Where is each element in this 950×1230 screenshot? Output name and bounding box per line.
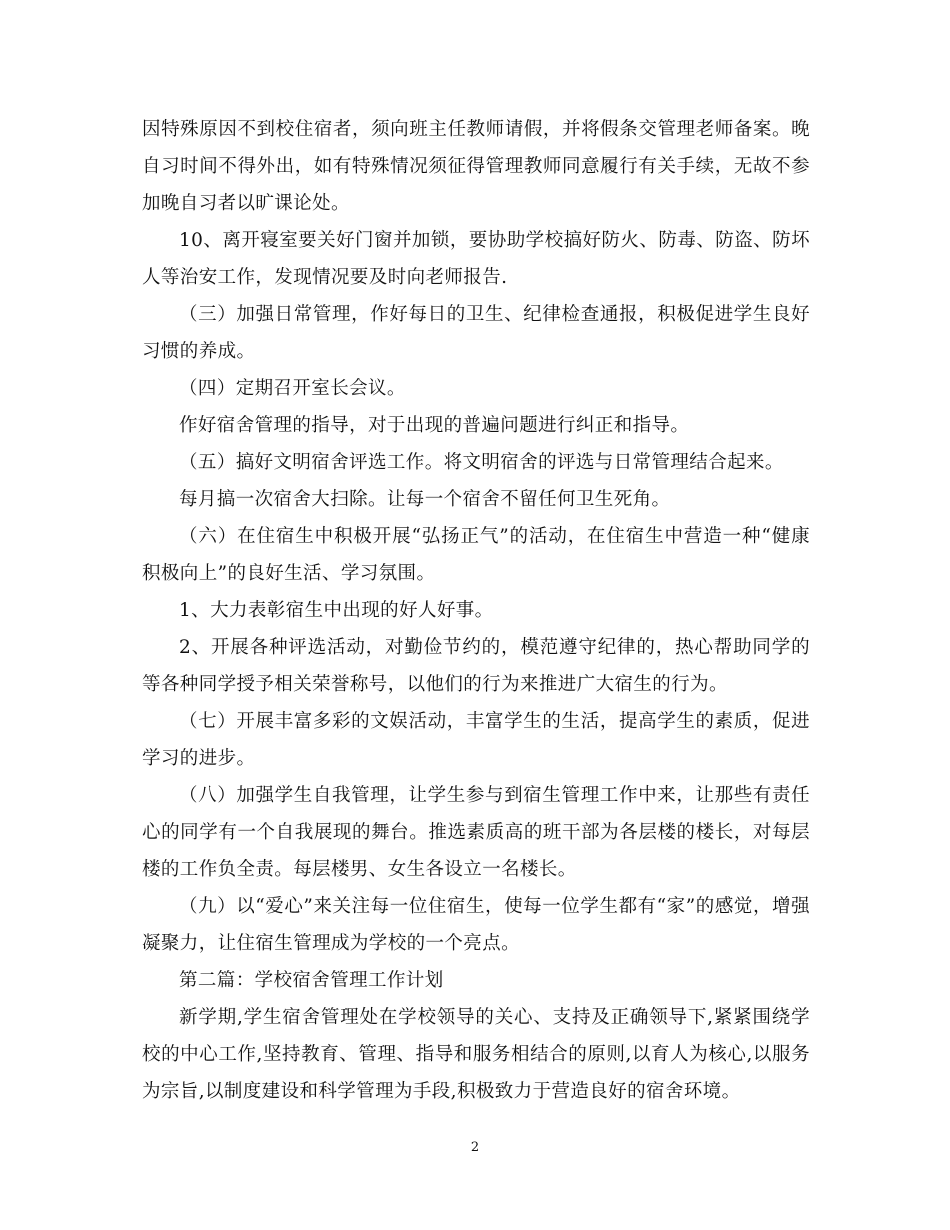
chapter-heading: 第二篇：学校宿舍管理工作计划: [179, 970, 444, 991]
document-body: [142, 111, 810, 1110]
paragraph-new-term-intro: 新学期,学生宿舍管理处在学校领导的关心、支持及正确领导下,紧紧围绕学校的中心工作,坚持教育、管理、指导和服务相结合的原则,以育人为核心,以服务为宗旨,以制度建设和科学管理为手段,积极致力于营造良好的宿舍环境。: [142, 1007, 810, 1102]
paragraph-section-5-detail: 每月搞一次宿舍大扫除。让每一个宿舍不留任何卫生死角。: [179, 489, 671, 510]
paragraph-dorm-leave-rules: 因特殊原因不到校住宿者，须向班主任教师请假，并将假条交管理老师备案。晚自习时间不得外出，如有特殊情况须征得管理教师同意履行有关手续，无故不参加晚自习者以旷课论处。: [142, 119, 810, 214]
paragraph-section-5: （五）搞好文明宿舍评选工作。将文明宿舍的评选与日常管理结合起来。: [179, 452, 784, 473]
paragraph-section-9: （九）以“爱心”来关注每一位住宿生，使每一位学生都有“家”的感觉，增强凝聚力，让住宿生管理成为学校的一个亮点。: [142, 896, 810, 954]
paragraph-section-6-item-2: 2、开展各种评选活动，对勤俭节约的，模范遵守纪律的，热心帮助同学的等各种同学授予相关荣誉称号，以他们的行为来推进广大宿生的行为。: [142, 637, 810, 695]
paragraph-section-6-item-1: 1、大力表彰宿生中出现的好人好事。: [179, 600, 494, 621]
paragraph-rule-10: 10、离开寝室要关好门窗并加锁，要协助学校搞好防火、防毒、防盗、防坏人等治安工作，发现情况要及时向老师报告.: [142, 230, 810, 288]
paragraph-section-4: （四）定期召开室长会议。: [179, 378, 406, 399]
paragraph-section-8: （八）加强学生自我管理，让学生参与到宿生管理工作中来，让那些有责任心的同学有一个自我展现的舞台。推选素质高的班干部为各层楼的楼长，对每层楼的工作负全责。每层楼男、女生各设立一名楼长。: [142, 785, 810, 880]
paragraph-section-3: （三）加强日常管理，作好每日的卫生、纪律检查通报，积极促进学生良好习惯的养成。: [142, 304, 810, 362]
paragraph-section-4-detail: 作好宿舍管理的指导，对于出现的普遍问题进行纠正和指导。: [179, 415, 690, 436]
paragraph-section-6: （六）在住宿生中积极开展“弘扬正气”的活动，在住宿生中营造一种“健康积极向上”的良好生活、学习氛围。: [142, 526, 810, 584]
paragraph-section-7: （七）开展丰富多彩的文娱活动，丰富学生的生活，提高学生的素质，促进学习的进步。: [142, 711, 810, 769]
page-number: 2: [470, 1140, 480, 1155]
